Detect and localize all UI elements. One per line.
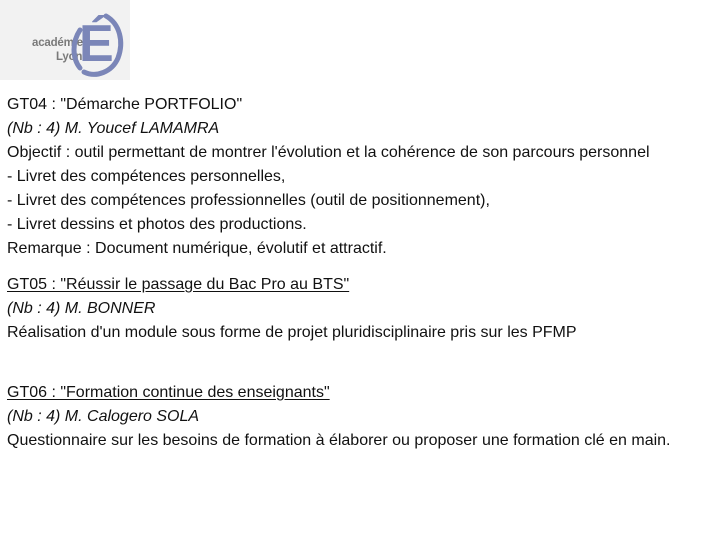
group-gt05 — [7, 273, 707, 345]
academie-lyon-logo — [0, 0, 130, 80]
group-gt06 — [7, 381, 707, 453]
logo-e-letter: É — [79, 15, 114, 73]
group-line: Réalisation d'un module sous forme de projet pluridisciplinaire pris sur les PFMP — [7, 324, 577, 341]
document-body — [7, 93, 707, 453]
group-line: - Livret des compétences professionnelles (outil de positionnement), — [7, 192, 490, 209]
group-gt04 — [7, 93, 707, 261]
group-title: GT05 : "Réussir le passage du Bac Pro au BTS" — [7, 276, 350, 293]
group-speaker: (Nb : 4) M. BONNER — [7, 300, 156, 317]
group-title: GT06 : "Formation continue des enseignants" — [7, 384, 330, 401]
logo-line-lyon: Lyon — [56, 51, 83, 63]
group-line: - Livret dessins et photos des productions. — [7, 216, 307, 233]
group-line: Objectif : outil permettant de montrer l'évolution et la cohérence de son parcours personnel — [7, 144, 650, 161]
group-speaker: (Nb : 4) M. Youcef LAMAMRA — [7, 120, 220, 137]
group-line: Questionnaire sur les besoins de formation à élaborer ou proposer une formation clé en main. — [7, 432, 671, 449]
group-line: - Livret des compétences personnelles, — [7, 168, 286, 185]
group-speaker: (Nb : 4) M. Calogero SOLA — [7, 408, 200, 425]
logo-line-academie: académie — [32, 37, 83, 49]
group-line: Remarque : Document numérique, évolutif et attractif. — [7, 240, 387, 257]
group-title: GT04 : "Démarche PORTFOLIO" — [7, 96, 243, 113]
